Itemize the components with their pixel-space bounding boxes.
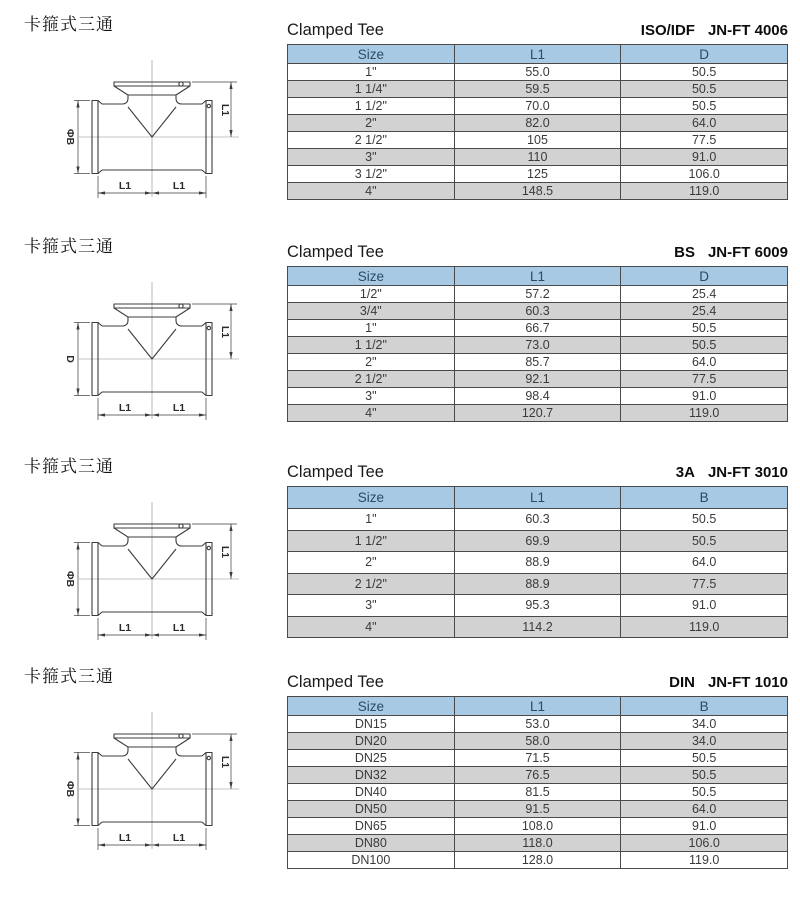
table-cell: 69.9 (454, 530, 621, 552)
table-cell: 73.0 (454, 337, 621, 354)
table-cell: 118.0 (454, 835, 621, 852)
standard-code: JN-FT 4006 (707, 22, 788, 39)
table-row (288, 835, 788, 852)
table-header (288, 487, 788, 509)
header-row (288, 487, 788, 509)
table-body (288, 64, 788, 200)
dimension-table (287, 486, 788, 638)
dimension-arrows (76, 524, 232, 637)
tee-fitting-diagram (24, 277, 274, 427)
table-cell: 77.5 (621, 573, 788, 595)
table-header (288, 697, 788, 716)
table-row (288, 818, 788, 835)
table-cell: 88.9 (454, 552, 621, 574)
table-cell: DN80 (288, 835, 455, 852)
dimension-arrows (76, 82, 232, 195)
table-cell: 53.0 (454, 716, 621, 733)
dimension-table (287, 266, 788, 422)
table-cell: 2 1/2" (288, 573, 455, 595)
dim-bottom-right-label: L1 (172, 402, 186, 414)
table-cell: 2" (288, 354, 455, 371)
table-row (288, 595, 788, 617)
table-cell: 2 1/2" (288, 371, 455, 388)
table-row (288, 320, 788, 337)
table-row (288, 354, 788, 371)
table-cell: 105 (454, 132, 621, 149)
table-row (288, 388, 788, 405)
table-row (288, 98, 788, 115)
table-row (288, 616, 788, 638)
table-header (288, 267, 788, 286)
chinese-title: 卡箍式三通 (24, 667, 114, 686)
table-cell: 4" (288, 405, 455, 422)
table-body (288, 509, 788, 638)
product-title: Clamped Tee (287, 673, 384, 691)
standard-name: DIN (669, 674, 695, 691)
table-row (288, 767, 788, 784)
table-cell: 2" (288, 115, 455, 132)
table-cell: 34.0 (621, 733, 788, 750)
dim-left-label: ΦB (64, 128, 76, 146)
column-header: Size (288, 697, 455, 716)
table-row (288, 166, 788, 183)
tee-fitting-diagram (24, 707, 274, 857)
product-title: Clamped Tee (287, 463, 384, 481)
table-row (288, 115, 788, 132)
table-row (288, 801, 788, 818)
standard-name: BS (674, 244, 695, 261)
table-row (288, 852, 788, 869)
dim-bottom-left-label: L1 (118, 402, 132, 414)
table-title-row (287, 667, 788, 693)
table-cell: 1 1/4" (288, 81, 455, 98)
dimension-arrows (76, 734, 232, 847)
table-cell: 82.0 (454, 115, 621, 132)
table-row (288, 371, 788, 388)
standard-label (674, 244, 788, 261)
diagram-column (24, 457, 287, 667)
table-cell: 55.0 (454, 64, 621, 81)
table-cell: 2" (288, 552, 455, 574)
dimension-table (287, 696, 788, 869)
dim-bottom-right-label: L1 (172, 180, 186, 192)
dim-bottom-left-label: L1 (118, 180, 132, 192)
column-header: L1 (454, 697, 621, 716)
table-cell: 128.0 (454, 852, 621, 869)
table-cell: 98.4 (454, 388, 621, 405)
table-cell: 3" (288, 388, 455, 405)
table-cell: 119.0 (621, 616, 788, 638)
table-row (288, 405, 788, 422)
table-cell: 106.0 (621, 835, 788, 852)
table-row (288, 530, 788, 552)
table-cell: 3 1/2" (288, 166, 455, 183)
table-cell: 66.7 (454, 320, 621, 337)
table-row (288, 750, 788, 767)
table-cell: 59.5 (454, 81, 621, 98)
table-cell: 88.9 (454, 573, 621, 595)
table-cell: 57.2 (454, 286, 621, 303)
table-cell: 50.5 (621, 784, 788, 801)
table-cell: 1" (288, 320, 455, 337)
dim-right-label: L1 (219, 545, 231, 559)
table-cell: 91.0 (621, 149, 788, 166)
chinese-title: 卡箍式三通 (24, 15, 114, 34)
dim-bottom-right-label: L1 (172, 622, 186, 634)
dim-right-label: L1 (219, 325, 231, 339)
table-cell: DN65 (288, 818, 455, 835)
table-row (288, 733, 788, 750)
table-row (288, 784, 788, 801)
table-row (288, 132, 788, 149)
table-cell: 64.0 (621, 115, 788, 132)
table-cell: 60.3 (454, 303, 621, 320)
column-header: L1 (454, 45, 621, 64)
table-cell: DN100 (288, 852, 455, 869)
dim-left-label: ΦB (64, 570, 76, 588)
column-header: B (621, 487, 788, 509)
tee-fitting-diagram (24, 497, 274, 647)
chinese-title: 卡箍式三通 (24, 237, 114, 256)
table-cell: 85.7 (454, 354, 621, 371)
table-cell: 64.0 (621, 552, 788, 574)
standard-code: JN-FT 1010 (707, 674, 788, 691)
dim-left-label: D (64, 355, 76, 363)
table-cell: 50.5 (621, 320, 788, 337)
table-cell: 148.5 (454, 183, 621, 200)
table-cell: 3" (288, 149, 455, 166)
table-cell: 119.0 (621, 183, 788, 200)
table-cell: 1 1/2" (288, 530, 455, 552)
chinese-title: 卡箍式三通 (24, 457, 114, 476)
table-column (287, 15, 788, 237)
section-clamped-tee-din (24, 667, 788, 902)
table-column (287, 237, 788, 457)
table-cell: 58.0 (454, 733, 621, 750)
dimension-arrows (76, 304, 232, 417)
section-clamped-tee-3a (24, 457, 788, 667)
table-cell: 106.0 (621, 166, 788, 183)
table-cell: 71.5 (454, 750, 621, 767)
header-row (288, 697, 788, 716)
table-cell: 77.5 (621, 132, 788, 149)
product-title: Clamped Tee (287, 21, 384, 39)
table-cell: 77.5 (621, 371, 788, 388)
product-title: Clamped Tee (287, 243, 384, 261)
table-cell: 92.1 (454, 371, 621, 388)
table-cell: DN20 (288, 733, 455, 750)
table-title-row (287, 237, 788, 263)
table-cell: 1" (288, 64, 455, 81)
table-cell: DN25 (288, 750, 455, 767)
table-row (288, 81, 788, 98)
table-cell: 3" (288, 595, 455, 617)
table-cell: 119.0 (621, 852, 788, 869)
table-column (287, 667, 788, 902)
column-header: Size (288, 487, 455, 509)
table-cell: 50.5 (621, 81, 788, 98)
table-cell: 50.5 (621, 530, 788, 552)
column-header: Size (288, 45, 455, 64)
table-cell: DN32 (288, 767, 455, 784)
table-body (288, 286, 788, 422)
table-cell: 4" (288, 183, 455, 200)
table-cell: 50.5 (621, 64, 788, 81)
table-cell: 25.4 (621, 286, 788, 303)
table-cell: 1/2" (288, 286, 455, 303)
dim-bottom-right-label: L1 (172, 832, 186, 844)
table-cell: 60.3 (454, 509, 621, 531)
table-cell: 70.0 (454, 98, 621, 115)
table-title-row (287, 457, 788, 483)
table-cell: 76.5 (454, 767, 621, 784)
dim-bottom-left-label: L1 (118, 832, 132, 844)
table-cell: 110 (454, 149, 621, 166)
table-cell: 50.5 (621, 767, 788, 784)
table-cell: 64.0 (621, 801, 788, 818)
table-cell: 50.5 (621, 509, 788, 531)
column-header: L1 (454, 487, 621, 509)
header-row (288, 45, 788, 64)
table-cell: DN15 (288, 716, 455, 733)
table-cell: 95.3 (454, 595, 621, 617)
table-cell: 25.4 (621, 303, 788, 320)
table-row (288, 303, 788, 320)
table-cell: 114.2 (454, 616, 621, 638)
table-cell: 91.0 (621, 818, 788, 835)
standard-name: 3A (675, 464, 695, 481)
section-clamped-tee-bs (24, 237, 788, 457)
dimension-table (287, 44, 788, 200)
diagram-slot (24, 707, 287, 857)
diagram-slot (24, 55, 287, 205)
column-header: Size (288, 267, 455, 286)
dim-bottom-left-label: L1 (118, 622, 132, 634)
standard-label (669, 674, 788, 691)
table-cell: 1 1/2" (288, 98, 455, 115)
table-cell: 50.5 (621, 337, 788, 354)
diagram-slot (24, 497, 287, 647)
header-row (288, 267, 788, 286)
dim-left-label: ΦB (64, 780, 76, 798)
diagram-column (24, 237, 287, 457)
table-cell: 119.0 (621, 405, 788, 422)
table-row (288, 149, 788, 166)
table-cell: 64.0 (621, 354, 788, 371)
table-cell: 50.5 (621, 98, 788, 115)
standard-code: JN-FT 3010 (707, 464, 788, 481)
table-cell: 91.0 (621, 595, 788, 617)
dim-right-label: L1 (219, 755, 231, 769)
table-cell: DN40 (288, 784, 455, 801)
column-header: L1 (454, 267, 621, 286)
table-cell: 4" (288, 616, 455, 638)
table-title-row (287, 15, 788, 41)
table-cell: 120.7 (454, 405, 621, 422)
standard-label (641, 22, 788, 39)
table-row (288, 716, 788, 733)
table-cell: 91.0 (621, 388, 788, 405)
table-cell: 2 1/2" (288, 132, 455, 149)
tee-fitting-diagram (24, 55, 274, 205)
table-row (288, 337, 788, 354)
standard-name: ISO/IDF (640, 22, 695, 39)
table-cell: 1" (288, 509, 455, 531)
table-cell: 81.5 (454, 784, 621, 801)
table-cell: DN50 (288, 801, 455, 818)
table-row (288, 183, 788, 200)
table-body (288, 716, 788, 869)
table-cell: 91.5 (454, 801, 621, 818)
section-clamped-tee-iso-idf (24, 15, 788, 237)
column-header: D (621, 45, 788, 64)
table-cell: 34.0 (621, 716, 788, 733)
table-cell: 108.0 (454, 818, 621, 835)
column-header: B (621, 697, 788, 716)
diagram-column (24, 667, 287, 902)
table-column (287, 457, 788, 667)
diagram-slot (24, 277, 287, 427)
standard-code: JN-FT 6009 (707, 244, 788, 261)
table-cell: 125 (454, 166, 621, 183)
table-cell: 3/4" (288, 303, 455, 320)
column-header: D (621, 267, 788, 286)
table-row (288, 509, 788, 531)
table-row (288, 552, 788, 574)
standard-label (676, 464, 788, 481)
table-row (288, 573, 788, 595)
table-header (288, 45, 788, 64)
table-row (288, 64, 788, 81)
table-cell: 1 1/2" (288, 337, 455, 354)
table-row (288, 286, 788, 303)
dim-right-label: L1 (219, 103, 231, 117)
table-cell: 50.5 (621, 750, 788, 767)
diagram-column (24, 15, 287, 237)
